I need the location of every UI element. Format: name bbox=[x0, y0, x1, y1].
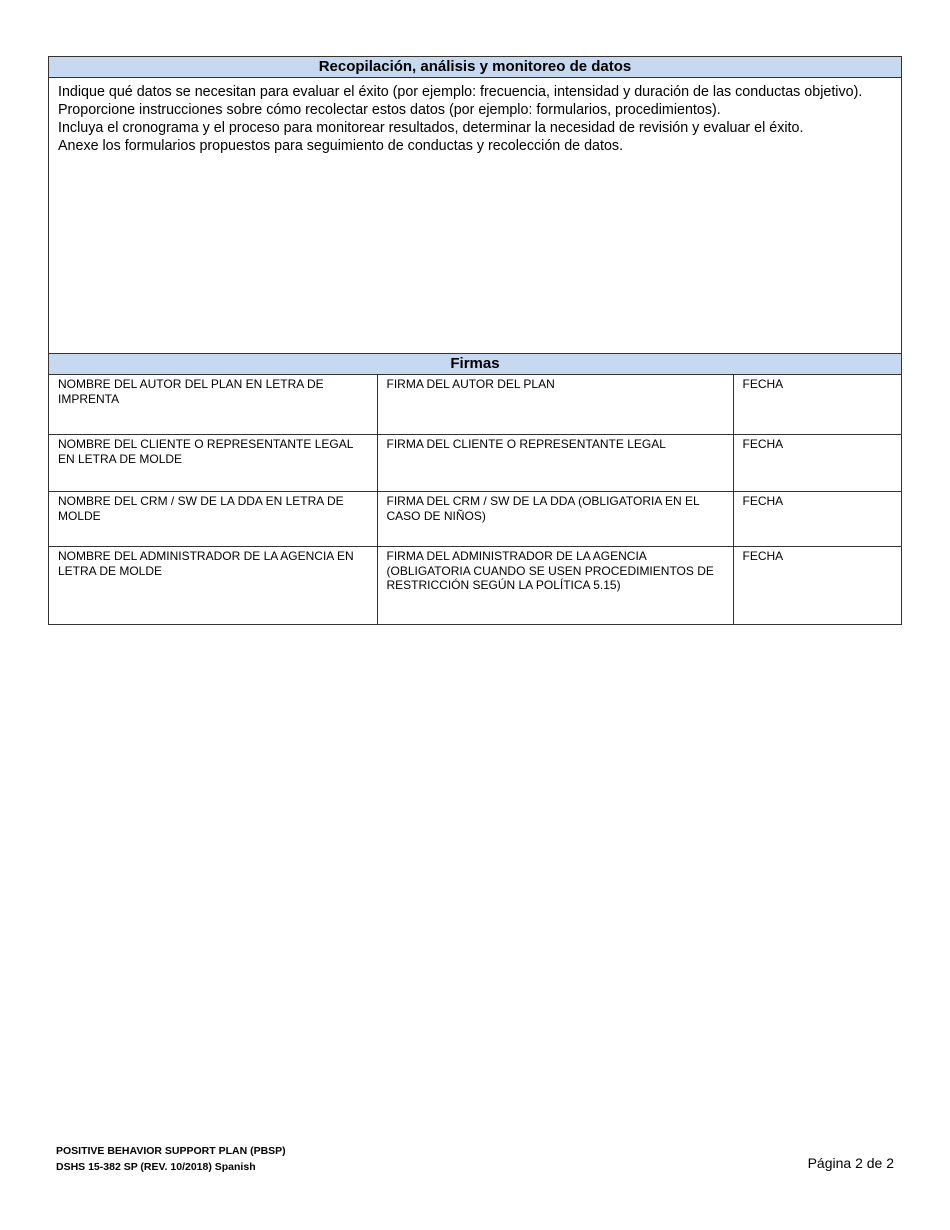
plan-author-date-field[interactable] bbox=[733, 375, 901, 435]
client-signature-field[interactable] bbox=[377, 435, 733, 492]
field-label: FECHA bbox=[742, 494, 784, 508]
agency-admin-signature-field[interactable] bbox=[377, 547, 733, 626]
field-label: FIRMA DEL CRM / SW DE LA DDA (OBLIGATORIA EN EL CASO DE NIÑOS) bbox=[386, 494, 700, 523]
crm-sw-signature-field[interactable] bbox=[377, 492, 733, 547]
agency-admin-date-field[interactable] bbox=[733, 547, 901, 626]
data-collection-field[interactable] bbox=[49, 78, 901, 160]
field-label: FECHA bbox=[742, 549, 784, 563]
signature-row-plan-author bbox=[49, 375, 901, 435]
crm-sw-date-field[interactable] bbox=[733, 492, 901, 547]
data-collection-section bbox=[48, 56, 902, 354]
crm-sw-name-field[interactable] bbox=[49, 492, 377, 547]
field-label: NOMBRE DEL CLIENTE O REPRESENTANTE LEGAL EN LETRA DE MOLDE bbox=[58, 437, 353, 466]
page-indicator: Página 2 de 2 bbox=[807, 1155, 894, 1171]
field-label: FIRMA DEL ADMINISTRADOR DE LA AGENCIA (OBLIGATORIA CUANDO SE USEN PROCEDIMIENTOS DE RESTRICCIÓN SEGÚN LA POLÍTICA 5.15) bbox=[386, 549, 714, 592]
signature-row-agency-admin bbox=[49, 547, 901, 626]
plan-author-name-field[interactable] bbox=[49, 375, 377, 435]
signatures-table bbox=[49, 375, 901, 625]
signature-row-client bbox=[49, 435, 901, 492]
field-label: FECHA bbox=[742, 377, 784, 391]
instruction-text-1: Indique qué datos se necesitan para evaluar el éxito (por ejemplo: frecuencia, intensidad y duración de las conductas objetivo). Proporcione instrucciones sobre cómo recolectar estos datos (por ejemplo: formularios, procedimientos). bbox=[58, 84, 863, 118]
instruction-text-2: Incluya el cronograma y el proceso para monitorear resultados, determinar la necesidad de revisión y evaluar el éxito. bbox=[58, 120, 804, 136]
agency-admin-name-field[interactable] bbox=[49, 547, 377, 626]
field-label: FIRMA DEL AUTOR DEL PLAN bbox=[386, 377, 555, 391]
form-title: POSITIVE BEHAVIOR SUPPORT PLAN (PBSP) bbox=[56, 1145, 286, 1157]
field-label: NOMBRE DEL ADMINISTRADOR DE LA AGENCIA EN LETRA DE MOLDE bbox=[58, 549, 354, 578]
instruction-text-3: Anexe los formularios propuestos para seguimiento de conductas y recolección de datos. bbox=[58, 138, 624, 154]
section-header-signatures: Firmas bbox=[49, 354, 901, 375]
field-label: NOMBRE DEL AUTOR DEL PLAN EN LETRA DE IMPRENTA bbox=[58, 377, 324, 406]
section-header-data-collection: Recopilación, análisis y monitoreo de datos bbox=[49, 57, 901, 78]
client-date-field[interactable] bbox=[733, 435, 901, 492]
plan-author-signature-field[interactable] bbox=[377, 375, 733, 435]
form-number: DSHS 15-382 SP (REV. 10/2018) Spanish bbox=[56, 1161, 256, 1173]
field-label: NOMBRE DEL CRM / SW DE LA DDA EN LETRA DE MOLDE bbox=[58, 494, 344, 523]
client-name-field[interactable] bbox=[49, 435, 377, 492]
signatures-section bbox=[48, 353, 902, 625]
field-label: FECHA bbox=[742, 437, 784, 451]
form-footer bbox=[56, 1143, 286, 1175]
field-label: FIRMA DEL CLIENTE O REPRESENTANTE LEGAL bbox=[386, 437, 666, 451]
signature-row-crm-sw bbox=[49, 492, 901, 547]
